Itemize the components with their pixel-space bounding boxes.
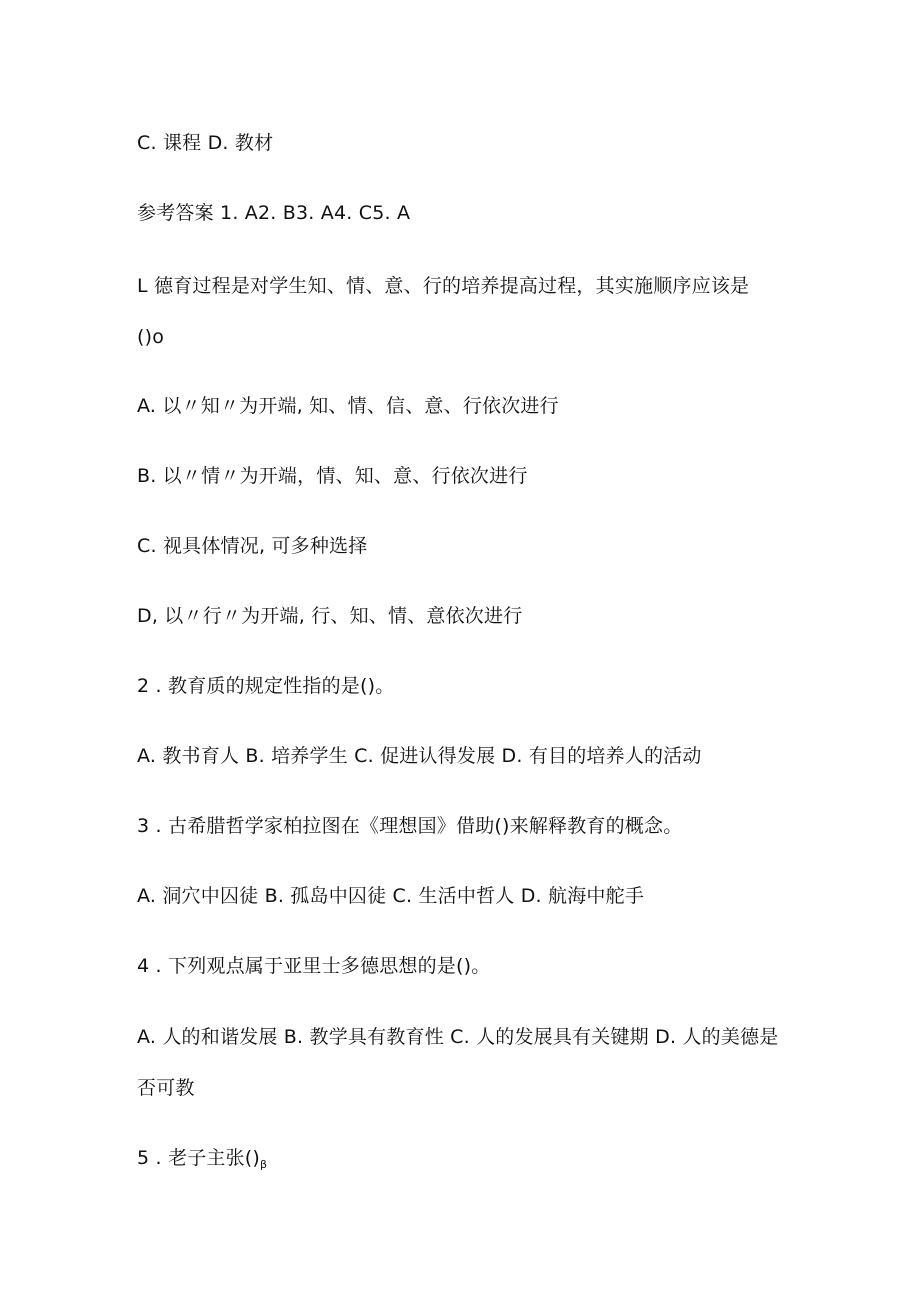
text-line-q4-options: A. 人的和谐发展 B. 教学具有教育性 C. 人的发展具有关键期 D. 人的美德是 <box>137 1026 779 1048</box>
text-line-question-4: 4 . 下列观点属于亚里士多德思想的是()。 <box>137 955 491 977</box>
text-line-q2-options: A. 教书育人 B. 培养学生 C. 促进认得发展 D. 有目的培养人的活动 <box>137 745 702 767</box>
text-line-answer-key: 参考答案 1. A2. B3. A4. C5. A <box>137 202 411 224</box>
text-line-q3-options: A. 洞穴中囚徒 B. 孤岛中囚徒 C. 生活中哲人 D. 航海中舵手 <box>137 885 645 907</box>
text-line-q1-option-a: A. 以〃知〃为开端, 知、情、信、意、行依次进行 <box>137 395 559 417</box>
text-line-q4-options-cont: 否可教 <box>137 1077 195 1099</box>
text-line-options-cd: C. 课程 D. 教材 <box>137 132 274 154</box>
question-5-suffix: β <box>260 1158 268 1171</box>
text-line-question-2: 2 . 教育质的规定性指的是()。 <box>137 675 395 697</box>
text-line-q1-option-c: C. 视具体情况, 可多种选择 <box>137 535 368 557</box>
text-line-question-1: L 德育过程是对学生知、情、意、行的培养提高过程，其实施顺序应该是 <box>137 275 750 297</box>
text-line-question-3: 3 . 古希腊哲学家柏拉图在《理想国》借助()来解释教育的概念。 <box>137 815 683 837</box>
text-line-q1-option-b: B. 以〃情〃为开端，情、知、意、行依次进行 <box>137 465 528 487</box>
text-line-q1-option-d: D, 以〃行〃为开端, 行、知、情、意依次进行 <box>137 605 523 627</box>
question-5-text: 5 . 老子主张() <box>137 1147 261 1169</box>
text-line-question-1-cont: ()o <box>137 326 165 348</box>
text-line-question-5 <box>137 1146 267 1177</box>
